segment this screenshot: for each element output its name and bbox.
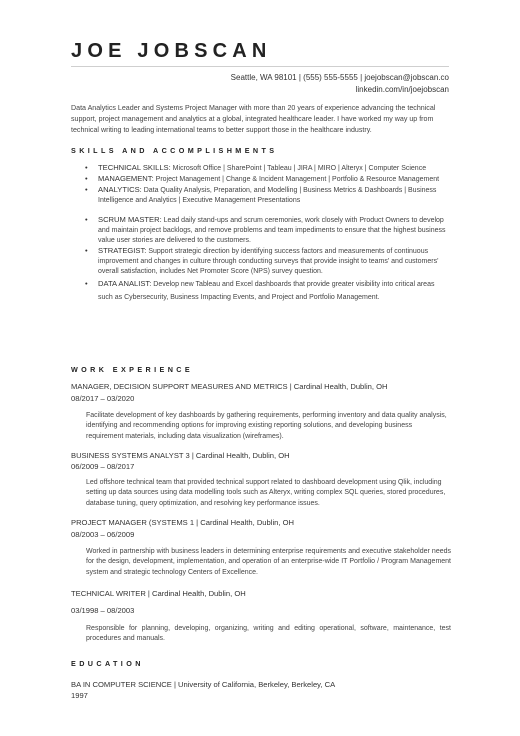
skill-label: SCRUM MASTER: (98, 215, 162, 224)
job-title: BUSINESS SYSTEMS ANALYST 3 | Cardinal Health, Dublin, OH (71, 451, 290, 460)
job-description: Facilitate development of key dashboards by gathering requirements, performing inventory and data quality analysis, identifying and recommending options for improving existing reporting solutions, and developing business requirement materials, including data visualization (wireframes). (86, 412, 447, 440)
header-divider (71, 66, 449, 67)
skill-label: MANAGEMENT: (98, 174, 154, 183)
job-dates: 03/1998 – 08/2003 (71, 606, 135, 615)
linkedin-url: linkedin.com/in/joejobscan (355, 85, 449, 94)
candidate-name: JOE JOBSCAN (71, 40, 272, 62)
job-dates: 08/2003 – 06/2009 (71, 530, 135, 539)
skill-item-scrum-master (71, 215, 451, 246)
skill-text: Develop new Tableau and Excel dashboards that provide greater visibility into critical areas such as Cybersecurity, Business Impacting Events, and Project and Portfolio Management. (98, 281, 435, 301)
job-description: Responsible for planning, developing, organizing, writing and editing operational, software, maintenance, test procedures and manuals. (86, 625, 451, 643)
experience-section-title: WORK EXPERIENCE (71, 365, 194, 374)
skill-item-analytics (71, 185, 451, 206)
graduation-year: 1997 (71, 691, 88, 700)
job-title: PROJECT MANAGER (SYSTEMS 1 | Cardinal Health, Dublin, OH (71, 518, 294, 527)
job-title: TECHNICAL WRITER | Cardinal Health, Dublin, OH (71, 589, 246, 598)
job-title: MANAGER, DECISION SUPPORT MEASURES AND METRICS | Cardinal Health, Dublin, OH (71, 382, 388, 391)
job-description: Worked in partnership with business leaders in determining enterprise requirements and executive stakeholder needs for the design, development, implementation, and operation of an enterprise-wide IT Portfolio / Program Management system and strategic technology Centers of Excellence. (86, 548, 451, 576)
skill-label: ANALYTICS: (98, 185, 142, 194)
job-dates: 06/2009 – 08/2017 (71, 462, 135, 471)
skill-text: Data Quality Analysis, Preparation, and Modelling | Business Metrics & Dashboards | Business Intelligence and Analytics | Executive Management Presentations (98, 187, 437, 204)
skill-label: DATA ANALIST: (98, 279, 152, 288)
skill-item-technical (71, 163, 451, 174)
contact-info: Seattle, WA 98101 | (555) 555-5555 | joejobscan@jobscan.co (230, 73, 449, 82)
degree: BA IN COMPUTER SCIENCE | University of California, Berkeley, Berkeley, CA (71, 680, 336, 689)
skills-section-title: SKILLS AND ACCOMPLISHMENTS (71, 146, 278, 155)
skill-item-management (71, 174, 451, 185)
skill-text: Support strategic direction by identifying success factors and measurements of continuous improvement and changes in culture through conducting surveys that provide insight to teams' and customers' overall satisfaction, includes Net Promoter Score (NPS) survey question. (98, 248, 439, 275)
education-section-title: EDUCATION (71, 659, 144, 668)
skill-text: Project Management | Change & Incident Management | Portfolio & Resource Management (153, 176, 440, 183)
skill-text: Microsoft Office | SharePoint | Tableau | JIRA | MIRO | Alteryx | Computer Science (170, 165, 427, 172)
skills-list (71, 163, 451, 304)
skill-label: STRATEGIST: (98, 246, 147, 255)
job-description: Led offshore technical team that provided technical support related to dashboard development using Qlik, including setting up data sources using data modelling tools such as Alteryx, writing complex SQL queries, stored procedures, database tuning, query optimization, and resolving key performance issues. (86, 479, 446, 507)
job-dates: 08/2017 – 03/2020 (71, 394, 135, 403)
skill-label: TECHNICAL SKILLS: (98, 163, 171, 172)
professional-summary: Data Analytics Leader and Systems Project Manager with more than 20 years of experience advancing the technical support, project management and analytics at a global, integrated healthcare leader. I have worked my way up from technical writing to leading international teams to better support those in the healthcare industry. (71, 104, 436, 134)
skill-item-data-analyst (71, 277, 451, 304)
skill-item-strategist (71, 246, 451, 277)
skill-text: Lead daily stand-ups and scrum ceremonies, work closely with Product Owners to develop and maintain project backlogs, and remove problems and team impediments to ensure that the highest business value user stories are delivered to the customers. (98, 217, 446, 244)
